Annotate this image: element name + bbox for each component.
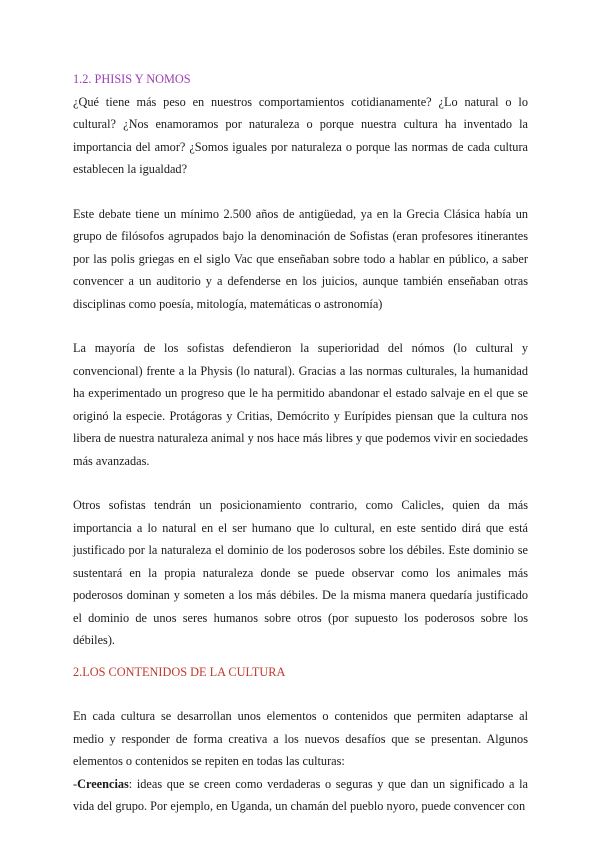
document-page	[73, 68, 528, 818]
paragraph-spacer	[73, 315, 528, 337]
paragraph-spacer	[73, 683, 528, 705]
list-dash: -	[73, 776, 78, 791]
creencias-definition: : ideas que se creen como verdaderas o seguras y que dan un significado a la vida del grupo. Por ejemplo, en Uganda, un chamán del pueblo nyoro, puede convencer con	[73, 776, 528, 813]
section-heading-phisis-nomos: 1.2. PHISIS Y NOMOS	[73, 72, 191, 86]
creencias-paragraph	[73, 773, 528, 818]
debate-paragraph: Este debate tiene un mínimo 2.500 años de antigüedad, ya en la Grecia Clásica había un grupo de filósofos agrupados bajo la denominación de Sofistas (eran profesores itinerantes por las polis griegas en el siglo Vac que enseñaban sobre todo a hablar en público, a saber convencer a un auditorio y a defenderse en los juicios, aunque también enseñaban otras disciplinas como poesía, mitología, matemáticas o astronomía)	[73, 206, 528, 311]
otros-sofistas-paragraph: Otros sofistas tendrán un posicionamiento contrario, como Calicles, quien da más importancia a lo natural en el ser humano que lo cultural, en este sentido dirá que está justificado por la naturaleza el dominio de los poderosos sobre los débiles. Este dominio se sustentará en la propia naturaleza donde se puede observar como los animales más poderosos dominan y someten a los más débiles. De la misma manera quedaría justificado el dominio de unos seres humanos sobre otros (por supuesto los poderosos sobre los débiles).	[73, 498, 528, 647]
mayoria-sofistas-paragraph: La mayoría de los sofistas defendieron la superioridad del nómos (lo cultural y convencional) frente a la Physis (lo natural). Gracias a las normas culturales, la humanidad ha experimentado un progreso que le ha permitido abandonar el estado salvaje en el que se originó la especie. Protágoras y Critias, Demócrito y Eurípides piensan que la cultura nos libera de nuestra naturaleza animal y nos hace más libres y que podemos vivir en sociedades más avanzadas.	[73, 341, 528, 468]
creencias-term: Creencias	[77, 776, 129, 791]
paragraph-spacer	[73, 181, 528, 203]
paragraph-spacer	[73, 472, 528, 494]
section-heading-contenidos-cultura: 2.LOS CONTENIDOS DE LA CULTURA	[73, 664, 286, 679]
contenidos-intro-paragraph: En cada cultura se desarrollan unos elementos o contenidos que permiten adaptarse al medio y responder de forma creativa a los nuevos desafíos que se presentan. Algunos elementos o contenidos se repiten en todas las culturas:	[73, 709, 528, 768]
intro-questions-paragraph: ¿Qué tiene más peso en nuestros comportamientos cotidianamente? ¿Lo natural o lo cultural? ¿Nos enamoramos por naturaleza o porque nuestra cultura ha inventado la importancia del amor? ¿Somos iguales por naturaleza o porque las normas de cada cultura establecen la igualdad?	[73, 94, 528, 176]
